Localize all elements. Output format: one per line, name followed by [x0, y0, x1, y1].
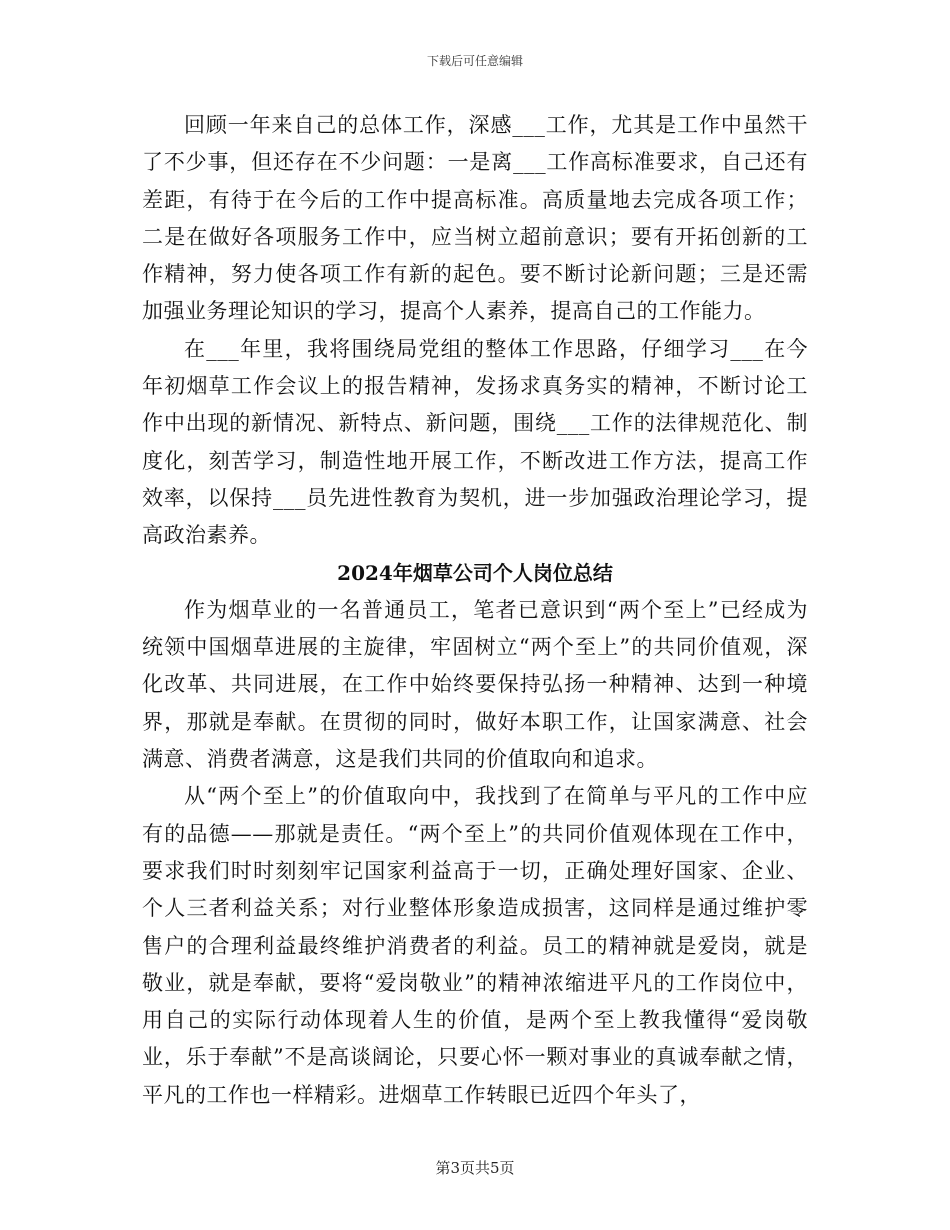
paragraph-responsibility: 从“两个至上”的价值取向中，我找到了在简单与平凡的工作中应有的品德——那就是责任。“两个至上”的共同价值观体现在工作中，要求我们时时刻刻牢记国家利益高于一切，正确处理好国家、企业、个人三者利益关系；对行业整体形象造成损害，这同样是通过维护零售户的合理利益最终维护消费者的利益。员工的精神就是爱岗，就是敬业，就是奉献，要将“爱岗敬业”的精神浓缩进平凡的工作岗位中，用自己的实际行动体现着人生的价值，是两个至上教我懂得“爱岗敬业，乐于奉献”不是高谈阔论，只要心怀一颗对事业的真诚奉献之情，平凡的工作也一样精彩。进烟草工作转眼已近四个年头了， [142, 784, 808, 1107]
page-header: 下载后可任意编辑 [426, 54, 523, 68]
document-body [142, 107, 808, 1114]
paragraph-values: 作为烟草业的一名普通员工，笔者已意识到“两个至上”已经成为统领中国烟草进展的主旋律，牢固树立“两个至上”的共同价值观，深化改革、共同进展，在工作中始终要保持弘扬一种精神、达到一种境界，那就是奉献。在贯彻的同时，做好本职工作，让国家满意、社会满意、消费者满意，这是我们共同的价值取向和追求。 [142, 597, 808, 772]
paragraph-review: 回顾一年来自己的总体工作，深感___工作，尤其是工作中虽然干了不少事，但还存在不少问题：一是离___工作高标准要求，自己还有差距，有待于在今后的工作中提高标准。高质量地去完成各项工作；二是在做好各项服务工作中，应当树立超前意识；要有开拓创新的工作精神，努力使各项工作有新的起色。要不断讨论新问题；三是还需加强业务理论知识的学习，提高个人素养，提高自己的工作能力。 [142, 113, 808, 324]
section-title: 2024年烟草公司个人岗位总结 [337, 560, 613, 585]
paragraph-plan: 在___年里，我将围绕局党组的整体工作思路，仔细学习___在今年初烟草工作会议上的报告精神，发扬求真务实的精神，不断讨论工作中出现的新情况、新特点、新问题，围绕___工作的法律规范化、制度化，刻苦学习，制造性地开展工作，不断改进工作方法，提高工作效率，以保持___员先进性教育为契机，进一步加强政治理论学习，提高政治素养。 [142, 336, 808, 548]
page-number-footer: 第3页共5页 [435, 1159, 515, 1177]
